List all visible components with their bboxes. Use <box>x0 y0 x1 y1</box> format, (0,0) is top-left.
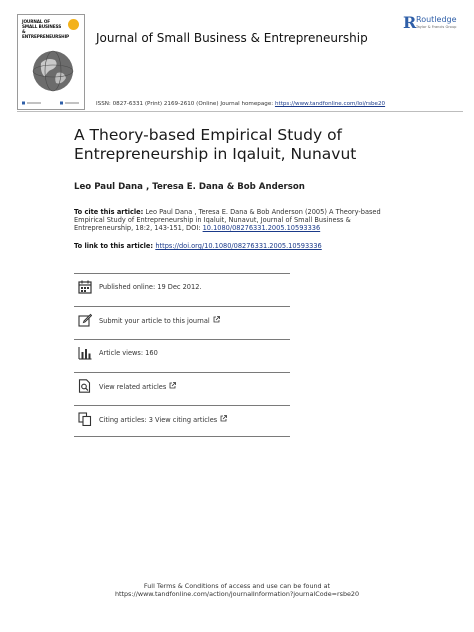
journal-name: Journal of Small Business & Entrepreneurship <box>96 31 368 45</box>
cover-title-line: & ENTREPRENEURSHIP <box>22 29 69 39</box>
info-divider <box>74 273 290 274</box>
citing-articles-text: Citing articles: 3 View citing articles <box>99 416 218 424</box>
info-divider <box>74 436 290 437</box>
cover-footer-logos <box>22 100 82 106</box>
external-link-icon <box>213 316 220 323</box>
related-articles-link[interactable] <box>99 382 176 391</box>
citation-label: To cite this article: <box>74 208 144 216</box>
header-divider <box>17 111 463 112</box>
article-link-line <box>74 242 322 250</box>
footer-terms-link[interactable]: https://www.tandfonline.com/action/journalInformation?journalCode=rsbe20 <box>114 590 360 599</box>
external-link-icon <box>220 415 227 422</box>
related-row[interactable] <box>78 379 288 397</box>
bar-chart-icon <box>78 346 92 360</box>
citing-row[interactable] <box>78 412 288 430</box>
article-authors: Leo Paul Dana , Teresa E. Dana & Bob Anderson <box>74 182 305 192</box>
related-articles-text: View related articles <box>99 383 167 391</box>
submit-article-text: Submit your article to this journal <box>99 317 210 325</box>
info-divider <box>74 405 290 406</box>
footer <box>0 582 474 599</box>
issn-line <box>96 101 385 107</box>
citing-articles-link[interactable] <box>99 415 227 424</box>
article-link-label: To link to this article: <box>74 242 156 250</box>
published-row <box>78 280 288 298</box>
logo-subtitle: Taylor & Francis Group <box>416 25 457 29</box>
journal-homepage-link[interactable]: https://www.tandfonline.com/loi/rsbe20 <box>274 101 386 107</box>
edit-icon <box>78 313 92 327</box>
info-divider <box>74 372 290 373</box>
info-divider <box>74 306 290 307</box>
cover-title <box>22 19 69 39</box>
documents-icon <box>78 412 92 426</box>
cover-title-line: SMALL BUSINESS <box>22 24 62 29</box>
footer-terms-text: Full Terms & Conditions of access and use can be found at <box>143 582 331 590</box>
document-search-icon <box>78 379 92 393</box>
calendar-icon <box>78 280 92 294</box>
published-date: Published online: 19 Dec 2012. <box>99 283 202 291</box>
views-row <box>78 346 288 364</box>
citation-block <box>74 208 394 233</box>
info-divider <box>74 339 290 340</box>
logo-name: Routledge <box>416 15 457 24</box>
journal-cover <box>17 14 85 110</box>
routledge-r-icon: R <box>403 13 417 32</box>
globe-icon <box>31 49 75 93</box>
article-views: Article views: 160 <box>99 349 158 357</box>
citation-text: Leo Paul Dana , Teresa E. Dana & Bob Anderson (2005) A Theory-based Empirical Study of Entrepreneurship in Iqaluit, Nunavut, Journal of Small Business & Entrepreneurship, 18:2, 143-151, DOI: <box>74 208 381 233</box>
submit-row[interactable] <box>78 313 288 331</box>
issn-text: ISSN: 0827-6331 (Print) 2169-2610 (Online) Journal homepage: <box>96 101 275 107</box>
routledge-logo[interactable] <box>403 14 463 34</box>
submit-article-link[interactable] <box>99 316 220 325</box>
article-title: A Theory-based Empirical Study of Entrepreneurship in Iqaluit, Nunavut <box>74 126 357 163</box>
external-link-icon <box>169 382 176 389</box>
doi-link[interactable]: 10.1080/08276331.2005.10593336 <box>202 224 321 233</box>
cover-title-line: JOURNAL OF <box>22 19 51 24</box>
article-doi-url[interactable]: https://doi.org/10.1080/08276331.2005.10593336 <box>155 242 322 250</box>
cover-badge <box>68 19 79 30</box>
